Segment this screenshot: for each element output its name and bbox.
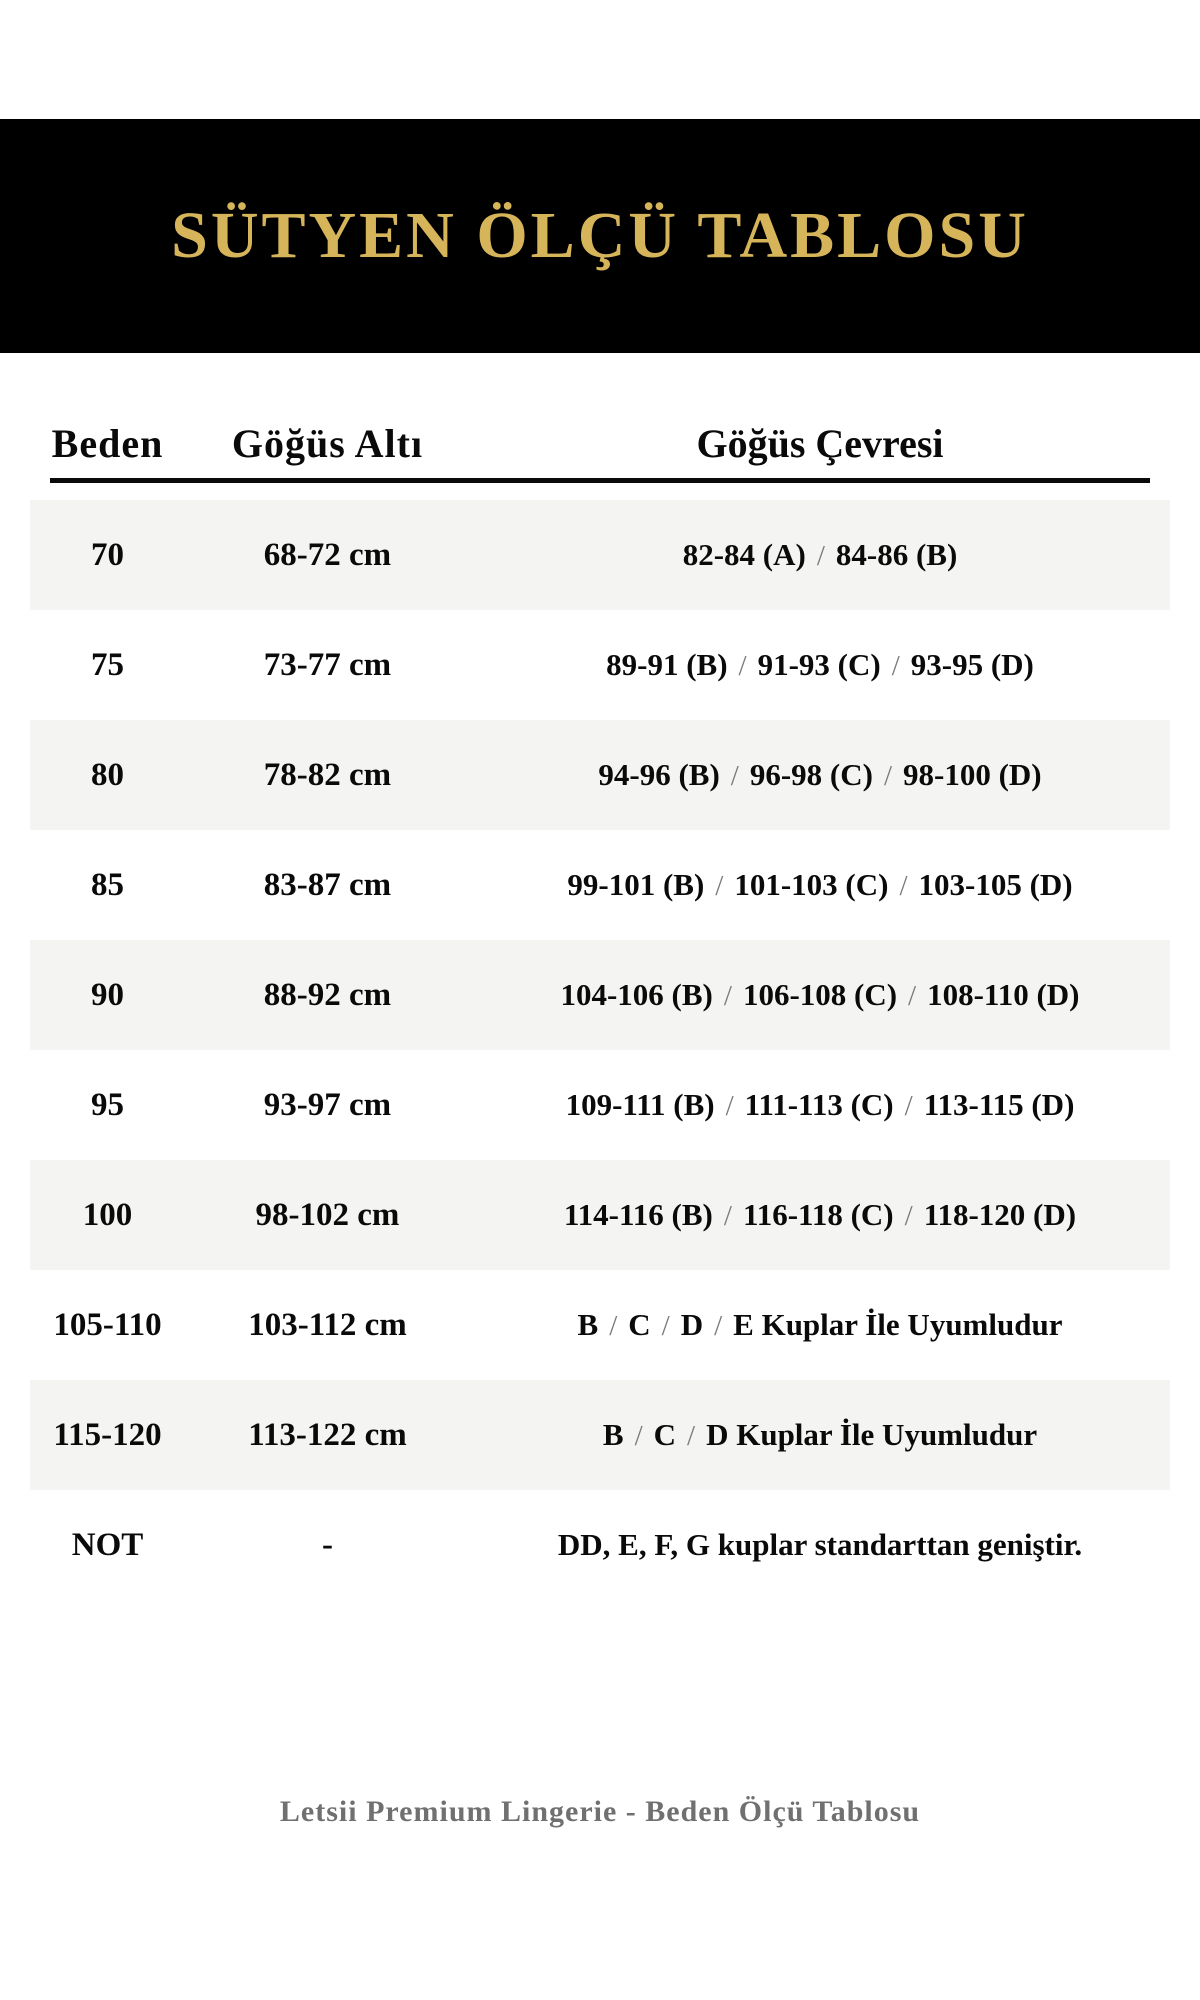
table-body — [30, 500, 1170, 1600]
cevre-segment: B — [577, 1307, 599, 1342]
gogus-cevresi-cell — [470, 647, 1170, 683]
slash-separator: / — [723, 1200, 732, 1232]
cevre-segment: 109-111 (B) — [565, 1087, 715, 1122]
cevre-segment: 98-100 (D) — [903, 757, 1042, 792]
slash-separator: / — [714, 1310, 723, 1342]
slash-separator: / — [609, 1310, 618, 1342]
slash-separator: / — [883, 760, 893, 792]
gogus-cevresi-cell — [470, 977, 1170, 1013]
slash-separator: / — [891, 650, 900, 682]
cevre-segment: 89-91 (B) — [606, 647, 728, 682]
cevre-segment: C — [628, 1307, 651, 1342]
cevre-segment: 108-110 (D) — [927, 977, 1080, 1012]
beden-cell: 75 — [91, 646, 124, 683]
gogus-alti-cell: 98-102 cm — [255, 1196, 400, 1233]
slash-separator: / — [904, 1200, 913, 1232]
cevre-segment: 99-101 (B) — [567, 867, 705, 902]
cevre-segment: 116-118 (C) — [742, 1197, 894, 1232]
cevre-segment: DD, E, F, G kuplar standarttan geniştir. — [557, 1527, 1083, 1562]
slash-separator: / — [715, 870, 724, 902]
gogus-alti-cell: 88-92 cm — [263, 976, 392, 1013]
cevre-segment: 104-106 (B) — [560, 977, 713, 1012]
footer-caption: Letsii Premium Lingerie - Beden Ölçü Tablosu — [279, 1795, 921, 1828]
gogus-alti-cell: 83-87 cm — [263, 866, 392, 903]
slash-separator: / — [816, 540, 825, 572]
slash-separator: / — [723, 980, 732, 1012]
cevre-segment: B — [602, 1417, 624, 1452]
cevre-segment: 114-116 (B) — [563, 1197, 713, 1232]
cevre-segment: 101-103 (C) — [734, 867, 889, 902]
cevre-segment: D — [680, 1307, 704, 1342]
slash-separator: / — [730, 760, 739, 792]
cevre-segment: 118-120 (D) — [923, 1197, 1077, 1232]
table-row — [30, 1160, 1170, 1270]
beden-cell: 115-120 — [53, 1416, 162, 1453]
gogus-alti-cell: 78-82 cm — [263, 756, 392, 793]
beden-cell: 100 — [82, 1196, 133, 1233]
beden-cell: NOT — [71, 1526, 144, 1563]
slash-separator: / — [687, 1420, 696, 1452]
cevre-segment: 103-105 (D) — [918, 867, 1073, 902]
cevre-segment: 111-113 (C) — [744, 1087, 894, 1122]
cevre-segment: 106-108 (C) — [742, 977, 898, 1012]
table-row — [30, 500, 1170, 610]
gogus-alti-cell: 68-72 cm — [263, 536, 392, 573]
table-row — [30, 1380, 1170, 1490]
gogus-cevresi-cell — [470, 1417, 1170, 1453]
beden-cell: 105-110 — [53, 1306, 162, 1343]
table-row — [30, 1490, 1170, 1600]
gogus-cevresi-cell — [470, 1307, 1170, 1343]
beden-cell: 90 — [91, 976, 124, 1013]
table-row — [30, 720, 1170, 830]
beden-cell: 95 — [91, 1086, 124, 1123]
slash-separator: / — [661, 1310, 670, 1342]
gogus-cevresi-cell — [470, 537, 1170, 573]
beden-cell: 70 — [91, 536, 124, 573]
table-header-row — [30, 408, 1170, 478]
slash-separator: / — [738, 650, 747, 682]
gogus-alti-cell: 103-112 cm — [248, 1306, 407, 1343]
cevre-segment: 91-93 (C) — [757, 647, 881, 682]
cevre-segment: D Kuplar İle Uyumludur — [706, 1417, 1038, 1452]
cevre-segment: 96-98 (C) — [749, 757, 873, 792]
beden-cell: 80 — [91, 756, 124, 793]
table-row — [30, 1050, 1170, 1160]
cevre-segment: 113-115 (D) — [923, 1087, 1075, 1122]
column-header-beden: Beden — [51, 420, 164, 466]
cevre-segment: 82-84 (A) — [682, 537, 806, 572]
gogus-alti-cell: 113-122 cm — [248, 1416, 407, 1453]
gogus-cevresi-cell — [470, 757, 1170, 793]
slash-separator: / — [904, 1090, 913, 1122]
banner — [0, 119, 1200, 353]
cevre-segment: C — [653, 1417, 677, 1452]
gogus-cevresi-cell — [470, 1527, 1170, 1563]
column-header-gogus-cevresi: Göğüs Çevresi — [696, 420, 944, 466]
cevre-segment: 94-96 (B) — [598, 757, 720, 792]
table-row — [30, 940, 1170, 1050]
gogus-alti-cell: - — [322, 1526, 333, 1563]
slash-separator: / — [908, 980, 917, 1012]
column-header-gogus-alti: Göğüs Altı — [231, 420, 424, 466]
gogus-cevresi-cell — [470, 1197, 1170, 1233]
beden-cell: 85 — [91, 866, 124, 903]
slash-separator: / — [725, 1090, 734, 1122]
gogus-cevresi-cell — [470, 1087, 1170, 1123]
size-table — [30, 353, 1170, 1600]
gogus-cevresi-cell — [470, 867, 1170, 903]
slash-separator: / — [899, 870, 908, 902]
header-divider — [50, 478, 1150, 483]
table-row — [30, 610, 1170, 720]
cevre-segment: E Kuplar İle Uyumludur — [733, 1307, 1063, 1342]
cevre-segment: 84-86 (B) — [835, 537, 958, 572]
slash-separator: / — [634, 1420, 643, 1452]
cevre-segment: 93-95 (D) — [910, 647, 1034, 682]
page-title: SÜTYEN ÖLÇÜ TABLOSU — [171, 199, 1029, 272]
gogus-alti-cell: 93-97 cm — [263, 1086, 392, 1123]
table-row — [30, 1270, 1170, 1380]
table-row — [30, 830, 1170, 940]
gogus-alti-cell: 73-77 cm — [263, 646, 392, 683]
